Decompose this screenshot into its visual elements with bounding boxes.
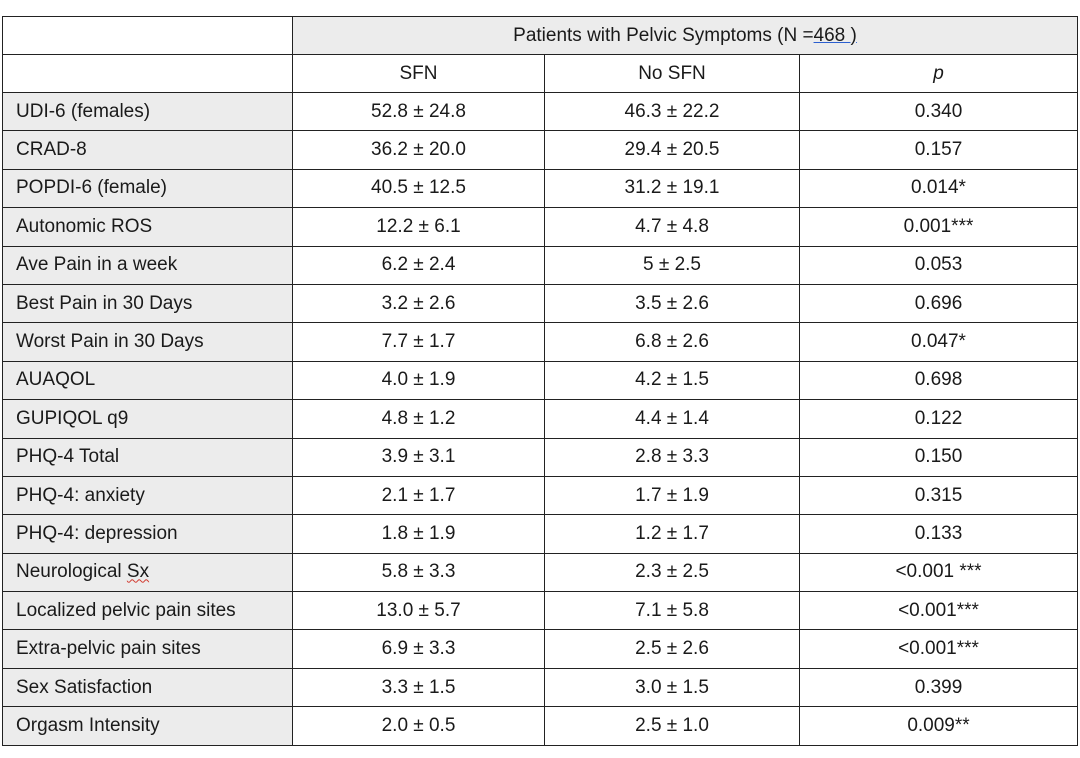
cell-sfn: 3.2 ± 2.6 [293,284,545,322]
row-label: Worst Pain in 30 Days [3,323,293,361]
table-row [3,131,1078,169]
cell-sfn: 12.2 ± 6.1 [293,208,545,246]
cell-sfn: 3.9 ± 3.1 [293,438,545,476]
row-label: Ave Pain in a week [3,246,293,284]
cell-no-sfn: 6.8 ± 2.6 [545,323,800,361]
row-label: Sex Satisfaction [3,668,293,706]
cell-sfn: 40.5 ± 12.5 [293,169,545,207]
cell-sfn: 6.9 ± 3.3 [293,630,545,668]
row-label: GUPIQOL q9 [3,400,293,438]
results-table [2,16,1078,746]
row-label: PHQ-4: anxiety [3,476,293,514]
col-header-p: p [800,55,1078,93]
table-row [3,361,1078,399]
cell-no-sfn: 2.8 ± 3.3 [545,438,800,476]
table-row [3,476,1078,514]
cell-p-value: 0.698 [800,361,1078,399]
table-row [3,93,1078,131]
cell-sfn: 5.8 ± 3.3 [293,553,545,591]
spellcheck-flagged-word: Sx [126,561,150,583]
cell-no-sfn: 3.5 ± 2.6 [545,284,800,322]
cell-p-value: <0.001*** [800,592,1078,630]
table-row [3,400,1078,438]
cell-sfn: 13.0 ± 5.7 [293,592,545,630]
table-row [3,284,1078,322]
cell-no-sfn: 4.7 ± 4.8 [545,208,800,246]
cell-sfn: 7.7 ± 1.7 [293,323,545,361]
cell-sfn: 1.8 ± 1.9 [293,515,545,553]
table-row [3,208,1078,246]
table-row [3,553,1078,591]
cell-sfn: 36.2 ± 20.0 [293,131,545,169]
row-label: PHQ-4: depression [3,515,293,553]
cell-no-sfn: 4.4 ± 1.4 [545,400,800,438]
cell-p-value: 0.399 [800,668,1078,706]
group-header-cell [293,17,1078,55]
table-row [3,246,1078,284]
cell-sfn: 6.2 ± 2.4 [293,246,545,284]
table-row [3,592,1078,630]
row-label: Localized pelvic pain sites [3,592,293,630]
cell-p-value: 0.001*** [800,208,1078,246]
table-row [3,323,1078,361]
cell-no-sfn: 3.0 ± 1.5 [545,668,800,706]
row-label: Autonomic ROS [3,208,293,246]
cell-no-sfn: 5 ± 2.5 [545,246,800,284]
col-header-no-sfn: No SFN [545,55,800,93]
table-body [3,93,1078,746]
cell-p-value: 0.696 [800,284,1078,322]
row-label: AUAQOL [3,361,293,399]
cell-no-sfn: 1.7 ± 1.9 [545,476,800,514]
row-label: UDI-6 (females) [3,93,293,131]
row-label: CRAD-8 [3,131,293,169]
cell-no-sfn: 2.5 ± 1.0 [545,707,800,745]
cell-no-sfn: 29.4 ± 20.5 [545,131,800,169]
cell-p-value: 0.014* [800,169,1078,207]
group-header-row [3,17,1078,55]
table-row [3,630,1078,668]
table-row [3,169,1078,207]
cell-p-value: 0.053 [800,246,1078,284]
cell-p-value: 0.340 [800,93,1078,131]
table-row [3,515,1078,553]
column-header-row [3,55,1078,93]
cell-no-sfn: 7.1 ± 5.8 [545,592,800,630]
col-header-sfn: SFN [293,55,545,93]
table-row [3,438,1078,476]
cell-sfn: 2.0 ± 0.5 [293,707,545,745]
row-label: Best Pain in 30 Days [3,284,293,322]
cell-sfn: 4.0 ± 1.9 [293,361,545,399]
cell-no-sfn: 1.2 ± 1.7 [545,515,800,553]
cell-p-value: 0.122 [800,400,1078,438]
cell-p-value: 0.047* [800,323,1078,361]
row-label: POPDI-6 (female) [3,169,293,207]
table-row [3,707,1078,745]
cell-no-sfn: 2.5 ± 2.6 [545,630,800,668]
cell-p-value: 0.150 [800,438,1078,476]
cell-p-value: 0.315 [800,476,1078,514]
cell-p-value: <0.001 *** [800,553,1078,591]
corner-cell [3,17,293,55]
cell-p-value: <0.001*** [800,630,1078,668]
row-label: Extra-pelvic pain sites [3,630,293,668]
cell-sfn: 52.8 ± 24.8 [293,93,545,131]
cell-no-sfn: 46.3 ± 22.2 [545,93,800,131]
cell-p-value: 0.157 [800,131,1078,169]
cell-no-sfn: 4.2 ± 1.5 [545,361,800,399]
cell-p-value: 0.009** [800,707,1078,745]
row-label [3,553,293,591]
cell-no-sfn: 31.2 ± 19.1 [545,169,800,207]
cell-sfn: 3.3 ± 1.5 [293,668,545,706]
cell-sfn: 4.8 ± 1.2 [293,400,545,438]
table-row [3,668,1078,706]
group-n-value: 468 ) [813,24,857,46]
row-label: Orgasm Intensity [3,707,293,745]
row-label-text: Neurological [16,561,127,583]
group-header-label: Patients with Pelvic Symptoms (N = [513,24,814,46]
corner-cell-sub [3,55,293,93]
cell-no-sfn: 2.3 ± 2.5 [545,553,800,591]
cell-p-value: 0.133 [800,515,1078,553]
cell-sfn: 2.1 ± 1.7 [293,476,545,514]
row-label: PHQ-4 Total [3,438,293,476]
